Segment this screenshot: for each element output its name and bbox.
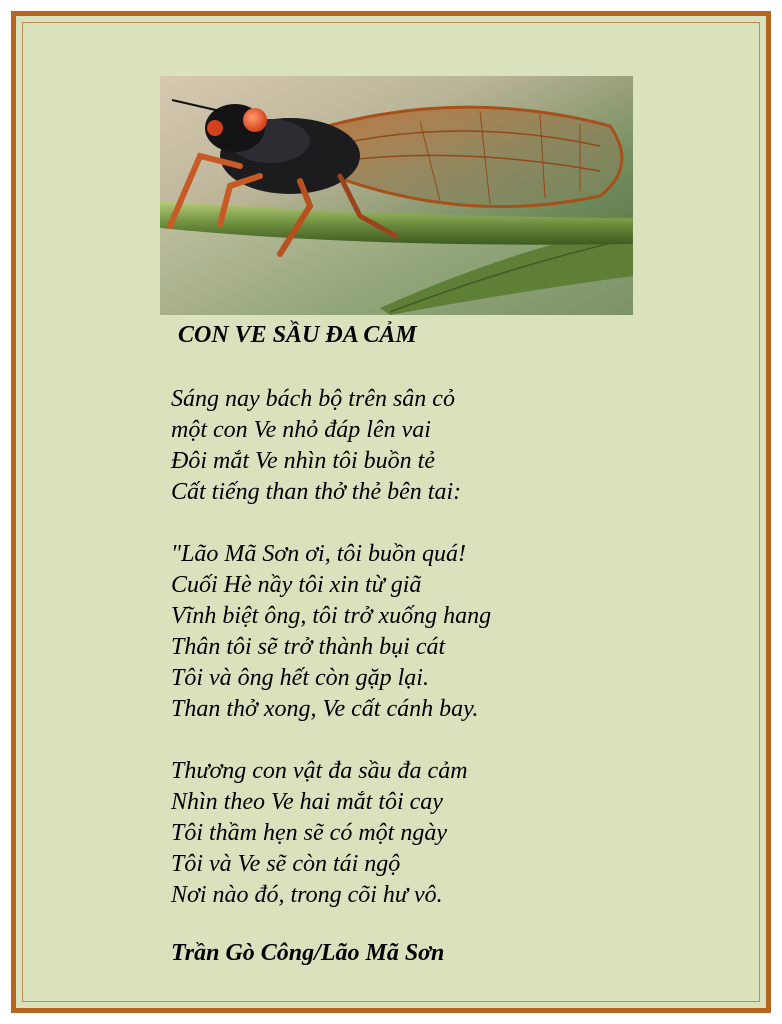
poem-body [171, 384, 491, 911]
poem-line: Sáng nay bách bộ trên sân cỏ [171, 386, 455, 412]
poem-line: Tôi và ông hết còn gặp lại. [171, 665, 429, 691]
poem-line: Tôi thầm hẹn sẽ có một ngày [171, 820, 447, 846]
poem-line: Tôi và Ve sẽ còn tái ngộ [171, 851, 401, 877]
cicada-photo [160, 76, 633, 315]
poem-line: Vĩnh biệt ông, tôi trở xuống hang [171, 603, 492, 629]
stanza-gap [171, 508, 491, 539]
poem-line: Nhìn theo Ve hai mắt tôi cay [171, 789, 443, 815]
poem-title: CON VE SẦU ĐA CẢM [178, 322, 417, 348]
poem-line: Nơi nào đó, trong cõi hư vô. [171, 882, 443, 908]
poem-line: Đôi mắt Ve nhìn tôi buồn tẻ [171, 448, 435, 474]
poem-line: Thương con vật đa sầu đa cảm [171, 758, 468, 784]
poem-line: Cuối Hè nầy tôi xin từ giã [171, 572, 422, 598]
stanza-gap [171, 725, 491, 756]
poem-line: Cất tiếng than thở thẻ bên tai: [171, 479, 462, 505]
poem-line: Than thở xong, Ve cất cánh bay. [171, 696, 479, 722]
poem-line: Thân tôi sẽ trở thành bụi cát [171, 634, 446, 660]
poem-line: một con Ve nhỏ đáp lên vai [171, 417, 431, 443]
poem-line: "Lão Mã Sơn ơi, tôi buồn quá! [171, 541, 467, 567]
poem-author: Trần Gò Công/Lão Mã Sơn [171, 940, 445, 966]
